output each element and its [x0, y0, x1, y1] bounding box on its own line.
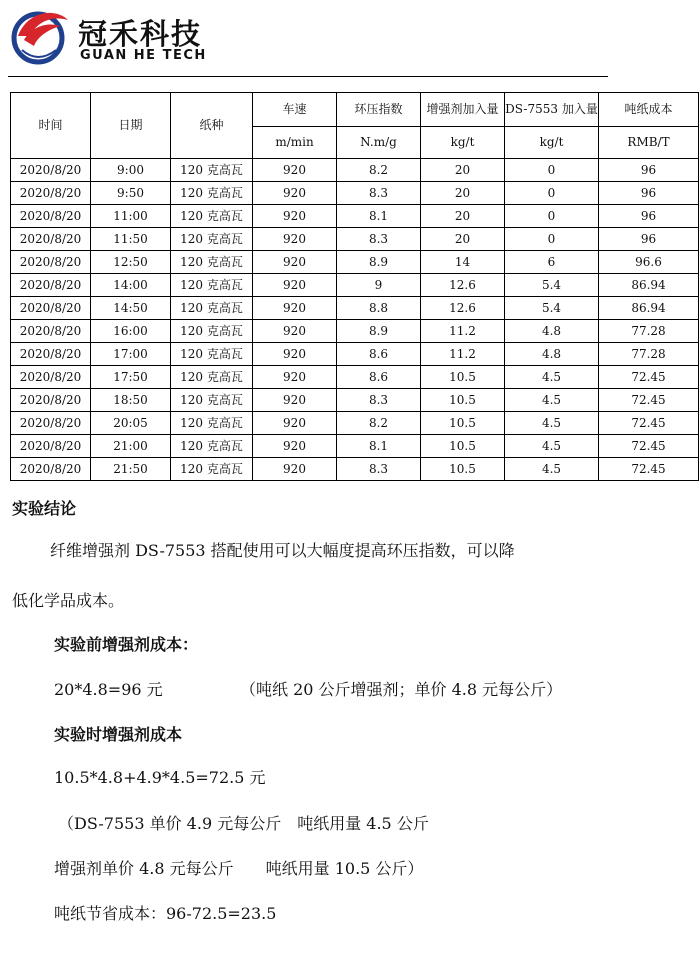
table-row: [11, 366, 699, 389]
cell-date: 2020/8/20: [11, 412, 91, 435]
cell-strength-agent: 10.5: [421, 366, 505, 389]
cell-date: 2020/8/20: [11, 228, 91, 251]
cell-cost: 72.45: [599, 389, 699, 412]
cell-cost: 96: [599, 159, 699, 182]
cell-date: 2020/8/20: [11, 366, 91, 389]
cell-strength-agent: 10.5: [421, 412, 505, 435]
cell-strength-agent: 12.6: [421, 297, 505, 320]
cell-speed: 920: [253, 389, 337, 412]
cell-ds7553: 5.4: [505, 274, 599, 297]
cell-date: 2020/8/20: [11, 389, 91, 412]
cell-date: 2020/8/20: [11, 320, 91, 343]
cell-date: 2020/8/20: [11, 343, 91, 366]
table-row: [11, 182, 699, 205]
company-name-en: GUAN HE TECH: [80, 48, 207, 63]
table-row: [11, 297, 699, 320]
before-cost-title: 实验前增强剂成本：: [54, 635, 199, 654]
before-cost-note: （吨纸 20 公斤增强剂；单价 4.8 元每公斤）: [240, 680, 563, 699]
cell-cost: 77.28: [599, 320, 699, 343]
cell-paper: 120 克高瓦: [171, 251, 253, 274]
cell-time: 11:50: [91, 228, 171, 251]
cell-ds7553: 4.5: [505, 458, 599, 481]
cell-paper: 120 克高瓦: [171, 320, 253, 343]
cell-cost: 86.94: [599, 274, 699, 297]
cell-ring-crush: 8.3: [337, 182, 421, 205]
header-ds7553: DS-7553 加入量: [505, 93, 599, 127]
cell-speed: 920: [253, 205, 337, 228]
cell-strength-agent: 11.2: [421, 343, 505, 366]
cell-cost: 96: [599, 228, 699, 251]
table-body: [11, 159, 699, 481]
cell-speed: 920: [253, 412, 337, 435]
cell-time: 12:50: [91, 251, 171, 274]
cell-time: 17:50: [91, 366, 171, 389]
cell-cost: 72.45: [599, 366, 699, 389]
cell-strength-agent: 20: [421, 159, 505, 182]
unit-speed: m/min: [253, 127, 337, 159]
cell-paper: 120 克高瓦: [171, 435, 253, 458]
cell-ds7553: 4.5: [505, 435, 599, 458]
table-row: [11, 458, 699, 481]
table-row: [11, 412, 699, 435]
cell-ds7553: 4.8: [505, 320, 599, 343]
table-row: [11, 159, 699, 182]
cell-time: 9:50: [91, 182, 171, 205]
cell-date: 2020/8/20: [11, 182, 91, 205]
table-row: [11, 343, 699, 366]
unit-ring-crush: N.m/g: [337, 127, 421, 159]
cell-ds7553: 0: [505, 205, 599, 228]
table-row: [11, 320, 699, 343]
header-strength-agent: 增强剂加入量: [421, 93, 505, 127]
cell-paper: 120 克高瓦: [171, 182, 253, 205]
cell-ring-crush: 8.3: [337, 389, 421, 412]
cell-paper: 120 克高瓦: [171, 458, 253, 481]
cell-ring-crush: 8.2: [337, 159, 421, 182]
cell-time: 17:00: [91, 343, 171, 366]
savings-line: 吨纸节省成本：96-72.5=23.5: [54, 904, 277, 923]
cell-strength-agent: 12.6: [421, 274, 505, 297]
cell-speed: 920: [253, 274, 337, 297]
cell-paper: 120 克高瓦: [171, 366, 253, 389]
cell-ring-crush: 8.1: [337, 205, 421, 228]
cell-ds7553: 0: [505, 228, 599, 251]
cell-speed: 920: [253, 251, 337, 274]
cell-date: 2020/8/20: [11, 297, 91, 320]
cell-time: 14:50: [91, 297, 171, 320]
header-date: 日期: [91, 93, 171, 159]
cell-ring-crush: 8.6: [337, 366, 421, 389]
company-logo-icon: [8, 6, 72, 66]
cell-cost: 77.28: [599, 343, 699, 366]
cell-strength-agent: 20: [421, 228, 505, 251]
cell-ring-crush: 8.3: [337, 228, 421, 251]
header-cost: 吨纸成本: [599, 93, 699, 127]
cell-cost: 72.45: [599, 412, 699, 435]
cell-speed: 920: [253, 435, 337, 458]
cell-speed: 920: [253, 343, 337, 366]
table-row: [11, 205, 699, 228]
cell-strength-agent: 10.5: [421, 389, 505, 412]
during-cost-note-1: （DS-7553 单价 4.9 元每公斤 吨纸用量 4.5 公斤: [58, 814, 429, 833]
cell-time: 14:00: [91, 274, 171, 297]
header-time: 时间: [11, 93, 91, 159]
cell-ring-crush: 8.8: [337, 297, 421, 320]
header-ring-crush: 环压指数: [337, 93, 421, 127]
cell-date: 2020/8/20: [11, 159, 91, 182]
cell-time: 9:00: [91, 159, 171, 182]
header-divider: [8, 76, 608, 77]
cell-paper: 120 克高瓦: [171, 343, 253, 366]
cell-speed: 920: [253, 366, 337, 389]
cell-speed: 920: [253, 159, 337, 182]
cell-ring-crush: 8.3: [337, 458, 421, 481]
conclusion-line-2: 低化学品成本。: [12, 591, 125, 610]
cell-ring-crush: 8.9: [337, 320, 421, 343]
cell-ds7553: 4.5: [505, 412, 599, 435]
cell-time: 18:50: [91, 389, 171, 412]
cell-paper: 120 克高瓦: [171, 228, 253, 251]
cell-strength-agent: 20: [421, 205, 505, 228]
table-row: [11, 435, 699, 458]
cell-cost: 72.45: [599, 435, 699, 458]
cell-date: 2020/8/20: [11, 458, 91, 481]
cell-date: 2020/8/20: [11, 251, 91, 274]
cell-paper: 120 克高瓦: [171, 205, 253, 228]
before-cost-calc: 20*4.8=96 元: [54, 680, 163, 699]
experiment-table: [10, 92, 699, 481]
cell-cost: 72.45: [599, 458, 699, 481]
cell-time: 21:00: [91, 435, 171, 458]
cell-cost: 96.6: [599, 251, 699, 274]
cell-ds7553: 4.8: [505, 343, 599, 366]
cell-speed: 920: [253, 182, 337, 205]
header-paper: 纸种: [171, 93, 253, 159]
cell-date: 2020/8/20: [11, 274, 91, 297]
cell-strength-agent: 10.5: [421, 458, 505, 481]
unit-cost: RMB/T: [599, 127, 699, 159]
table-header-row: [11, 93, 699, 127]
table-row: [11, 389, 699, 412]
cell-ds7553: 4.5: [505, 366, 599, 389]
cell-paper: 120 克高瓦: [171, 159, 253, 182]
cell-speed: 920: [253, 228, 337, 251]
conclusion-line-1: 纤维增强剂 DS-7553 搭配使用可以大幅度提高环压指数，可以降: [50, 541, 515, 560]
during-cost-calc: 10.5*4.8+4.9*4.5=72.5 元: [54, 768, 266, 787]
cell-speed: 920: [253, 458, 337, 481]
cell-time: 21:50: [91, 458, 171, 481]
cell-cost: 96: [599, 182, 699, 205]
header-speed: 车速: [253, 93, 337, 127]
table-row: [11, 228, 699, 251]
cell-strength-agent: 20: [421, 182, 505, 205]
cell-ring-crush: 8.9: [337, 251, 421, 274]
cell-ds7553: 0: [505, 182, 599, 205]
conclusion-title: 实验结论: [12, 499, 77, 518]
cell-paper: 120 克高瓦: [171, 389, 253, 412]
cell-ds7553: 4.5: [505, 389, 599, 412]
during-cost-note-2: 增强剂单价 4.8 元每公斤 吨纸用量 10.5 公斤）: [54, 859, 424, 878]
cell-ring-crush: 9: [337, 274, 421, 297]
cell-paper: 120 克高瓦: [171, 297, 253, 320]
table-row: [11, 251, 699, 274]
cell-ds7553: 0: [505, 159, 599, 182]
during-cost-title: 实验时增强剂成本: [54, 725, 183, 744]
cell-paper: 120 克高瓦: [171, 274, 253, 297]
cell-time: 11:00: [91, 205, 171, 228]
cell-date: 2020/8/20: [11, 205, 91, 228]
cell-ring-crush: 8.1: [337, 435, 421, 458]
cell-speed: 920: [253, 320, 337, 343]
cell-time: 16:00: [91, 320, 171, 343]
cell-ds7553: 5.4: [505, 297, 599, 320]
cell-speed: 920: [253, 297, 337, 320]
cell-strength-agent: 14: [421, 251, 505, 274]
cell-ring-crush: 8.2: [337, 412, 421, 435]
cell-cost: 86.94: [599, 297, 699, 320]
cell-strength-agent: 10.5: [421, 435, 505, 458]
cell-date: 2020/8/20: [11, 435, 91, 458]
cell-strength-agent: 11.2: [421, 320, 505, 343]
cell-ds7553: 6: [505, 251, 599, 274]
cell-ring-crush: 8.6: [337, 343, 421, 366]
unit-strength-agent: kg/t: [421, 127, 505, 159]
cell-paper: 120 克高瓦: [171, 412, 253, 435]
company-name-cn: 冠禾科技: [78, 17, 203, 51]
cell-time: 20:05: [91, 412, 171, 435]
unit-ds7553: kg/t: [505, 127, 599, 159]
table-row: [11, 274, 699, 297]
cell-cost: 96: [599, 205, 699, 228]
letterhead: [8, 6, 608, 70]
